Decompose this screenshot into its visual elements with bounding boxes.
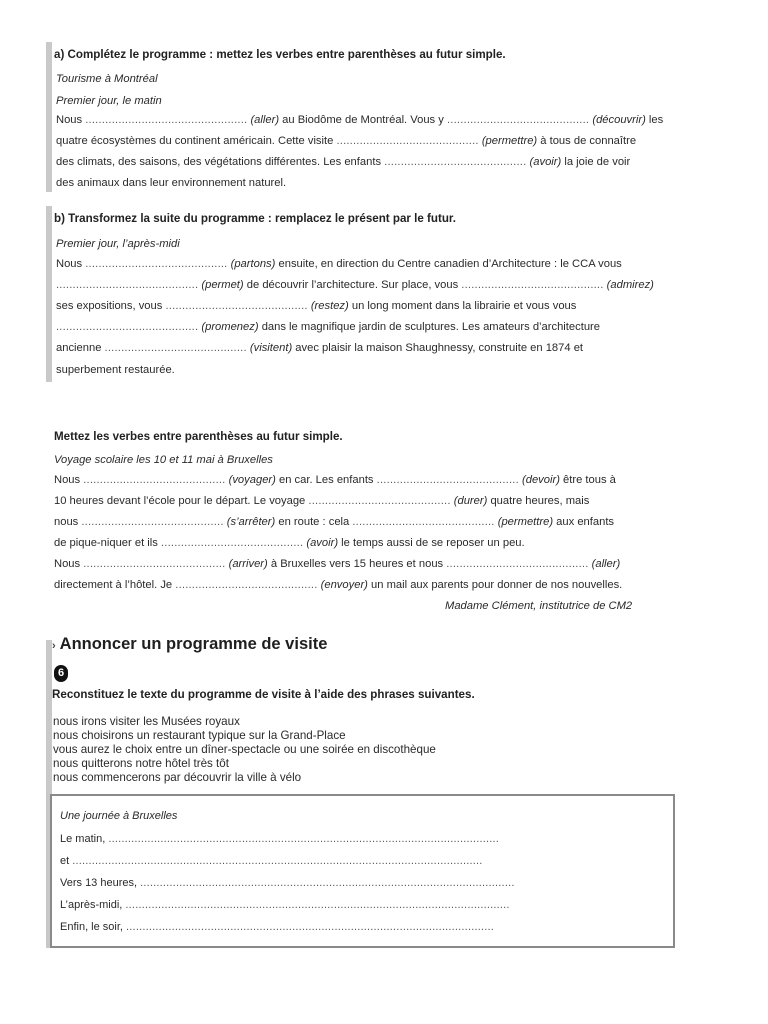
phrase-item: vous aurez le choix entre un dîner-spectacle ou une soirée en discothèque xyxy=(53,743,436,756)
verb-hint: (visitent) xyxy=(249,342,293,354)
section-title xyxy=(52,637,327,653)
answer-blank[interactable]: ........................................... xyxy=(336,135,479,147)
verb-hint: (voyager) xyxy=(228,474,276,486)
answer-blank[interactable]: ........................................... xyxy=(160,537,304,549)
text: Nous xyxy=(56,114,83,126)
answer-row-evening xyxy=(60,920,494,934)
row-label: et xyxy=(60,855,70,867)
answer-blank[interactable]: ........................................................................................................................ xyxy=(108,833,500,845)
answer-blank[interactable]: ........................................... xyxy=(85,258,228,270)
text: un mail aux parents pour donner de nos nouvelles. xyxy=(371,579,623,591)
exercise-b-line-1 xyxy=(56,257,622,271)
exercise-c-line-6 xyxy=(54,578,622,592)
text: de découvrir l’architecture. Sur place, vous xyxy=(246,279,459,291)
text: ses expositions, vous xyxy=(56,300,163,312)
verb-hint: (permet) xyxy=(201,279,244,291)
answer-box-title: Une journée à Bruxelles xyxy=(60,810,178,822)
exercise-number-badge: 6 xyxy=(54,665,68,682)
verb-hint: (permettre) xyxy=(481,135,538,147)
exercise-b-line-4 xyxy=(56,320,600,334)
answer-blank[interactable]: .............................................................................................................................. xyxy=(72,855,483,867)
exercise-c-signature: Madame Clément, institutrice de CM2 xyxy=(445,600,633,612)
answer-blank[interactable]: ................................................. xyxy=(85,114,248,126)
text: être tous à xyxy=(563,474,616,486)
answer-blank[interactable]: ........................................... xyxy=(175,579,318,591)
verb-hint: (découvrir) xyxy=(592,114,646,126)
exercise-a-subtitle: Tourisme à Montréal xyxy=(56,73,158,85)
verb-hint: (partons) xyxy=(230,258,276,270)
exercise-a-line-4: des animaux dans leur environnement naturel. xyxy=(56,177,287,189)
exercise-c-line-3 xyxy=(54,515,614,529)
answer-row-and xyxy=(60,854,483,868)
text: quatre heures, mais xyxy=(490,495,590,507)
exercise-c-line-5 xyxy=(54,557,620,571)
verb-hint: (admirez) xyxy=(606,279,654,291)
exercise-b-heading: b) Transformez la suite du programme : remplacez le présent par le futur. xyxy=(54,212,457,225)
phrase-item: nous quitterons notre hôtel très tôt xyxy=(53,757,229,770)
text: des climats, des saisons, des végétations différentes. Les enfants xyxy=(56,156,382,168)
text: la joie de voir xyxy=(564,156,631,168)
exercise-a-subtitle-2: Premier jour, le matin xyxy=(56,95,162,107)
text: à Bruxelles vers 15 heures et nous xyxy=(270,558,444,570)
text: avec plaisir la maison Shaughnessy, construite en 1874 et xyxy=(295,342,584,354)
exercise-a-line-3 xyxy=(56,155,630,169)
verb-hint: (envoyer) xyxy=(320,579,368,591)
exercise-b-line-3 xyxy=(56,299,576,313)
exercise-a-heading: a) Complétez le programme : mettez les verbes entre parenthèses au futur simple. xyxy=(54,48,506,61)
verb-hint: (promenez) xyxy=(201,321,259,333)
answer-blank[interactable]: ........................................... xyxy=(83,558,226,570)
verb-hint: (arriver) xyxy=(228,558,268,570)
answer-blank[interactable]: ........................................... xyxy=(384,156,527,168)
gutter-bar-a xyxy=(46,42,52,192)
exercise-a-line-2 xyxy=(56,134,636,148)
exercise-b-line-2 xyxy=(56,278,654,292)
exercise-c-line-1 xyxy=(54,473,616,487)
exercise-b-line-6: superbement restaurée. xyxy=(56,364,175,376)
text: à tous de connaître xyxy=(540,135,637,147)
answer-blank[interactable]: ........................................... xyxy=(461,279,604,291)
answer-box xyxy=(50,794,675,948)
exercise-c-heading: Mettez les verbes entre parenthèses au futur simple. xyxy=(54,430,343,443)
text: les xyxy=(648,114,664,126)
row-label: Vers 13 heures, xyxy=(60,877,138,889)
answer-row-13h xyxy=(60,876,515,890)
text: ensuite, en direction du Centre canadien d’Architecture : le CCA vous xyxy=(278,258,622,270)
exercise-b-subtitle: Premier jour, l’après-midi xyxy=(56,238,180,250)
text: aux enfants xyxy=(556,516,615,528)
verb-hint: (avoir) xyxy=(306,537,339,549)
text: le temps aussi de se reposer un peu. xyxy=(341,537,525,549)
verb-hint: (restez) xyxy=(310,300,349,312)
phrase-item: nous choisirons un restaurant typique sur la Grand-Place xyxy=(53,729,346,742)
answer-row-morning xyxy=(60,832,499,846)
verb-hint: (avoir) xyxy=(529,156,562,168)
text: nous xyxy=(54,516,79,528)
answer-blank[interactable]: ........................................... xyxy=(104,342,247,354)
verb-hint: (durer) xyxy=(453,495,488,507)
answer-row-afternoon xyxy=(60,898,510,912)
phrase-item: nous irons visiter les Musées royaux xyxy=(53,715,240,728)
text: dans le magnifique jardin de sculptures. Les amateurs d’architecture xyxy=(261,321,600,333)
text: Nous xyxy=(56,258,83,270)
text: en route : cela xyxy=(278,516,350,528)
text: quatre écosystèmes du continent américain. Cette visite xyxy=(56,135,334,147)
section-title-text: Annoncer un programme de visite xyxy=(59,635,328,653)
row-label: Enfin, le soir, xyxy=(60,921,123,933)
answer-blank[interactable]: ........................................... xyxy=(165,300,308,312)
answer-blank[interactable]: ...................................................................................................................... xyxy=(125,899,510,911)
chevron-right-icon: › xyxy=(52,640,56,652)
text: un long moment dans la librairie et vous vous xyxy=(351,300,577,312)
exercise-c-line-2 xyxy=(54,494,589,508)
exercise-a-line-1 xyxy=(56,113,663,127)
exercise-c-line-4 xyxy=(54,536,525,550)
exercise-6-instruction: Reconstituez le texte du programme de visite à l’aide des phrases suivantes. xyxy=(52,688,475,701)
verb-hint: (s’arrêter) xyxy=(226,516,276,528)
text: 10 heures devant l’école pour le départ. Le voyage xyxy=(54,495,306,507)
exercise-c-subtitle: Voyage scolaire les 10 et 11 mai à Bruxelles xyxy=(54,454,273,466)
verb-hint: (aller) xyxy=(591,558,621,570)
text: directement à l’hôtel. Je xyxy=(54,579,173,591)
answer-blank[interactable]: ........................................... xyxy=(83,474,226,486)
text: au Biodôme de Montréal. Vous y xyxy=(282,114,444,126)
text: en car. Les enfants xyxy=(278,474,374,486)
verb-hint: (devoir) xyxy=(522,474,560,486)
row-label: L’après-midi, xyxy=(60,899,123,911)
text: de pique-niquer et ils xyxy=(54,537,158,549)
answer-blank[interactable]: ........................................... xyxy=(56,279,199,291)
answer-blank[interactable]: ........................................... xyxy=(352,516,495,528)
row-label: Le matin, xyxy=(60,833,106,845)
text: ancienne xyxy=(56,342,102,354)
answer-blank[interactable]: ........................................... xyxy=(81,516,224,528)
phrase-item: nous commencerons par découvrir la ville à vélo xyxy=(53,771,302,784)
verb-hint: (permettre) xyxy=(497,516,554,528)
answer-blank[interactable]: ................................................................................................................. xyxy=(126,921,494,933)
verb-hint: (aller) xyxy=(250,114,280,126)
answer-blank[interactable]: ........................................... xyxy=(446,114,590,126)
text: Nous xyxy=(54,558,81,570)
answer-blank[interactable]: ........................................... xyxy=(446,558,589,570)
exercise-b-line-5 xyxy=(56,341,583,355)
answer-blank[interactable]: ........................................... xyxy=(376,474,519,486)
answer-blank[interactable]: ........................................... xyxy=(308,495,451,507)
text: Nous xyxy=(54,474,81,486)
answer-blank[interactable]: ........................................... xyxy=(56,321,199,333)
gutter-bar-b xyxy=(46,206,52,382)
answer-blank[interactable]: ................................................................................................................... xyxy=(140,877,515,889)
